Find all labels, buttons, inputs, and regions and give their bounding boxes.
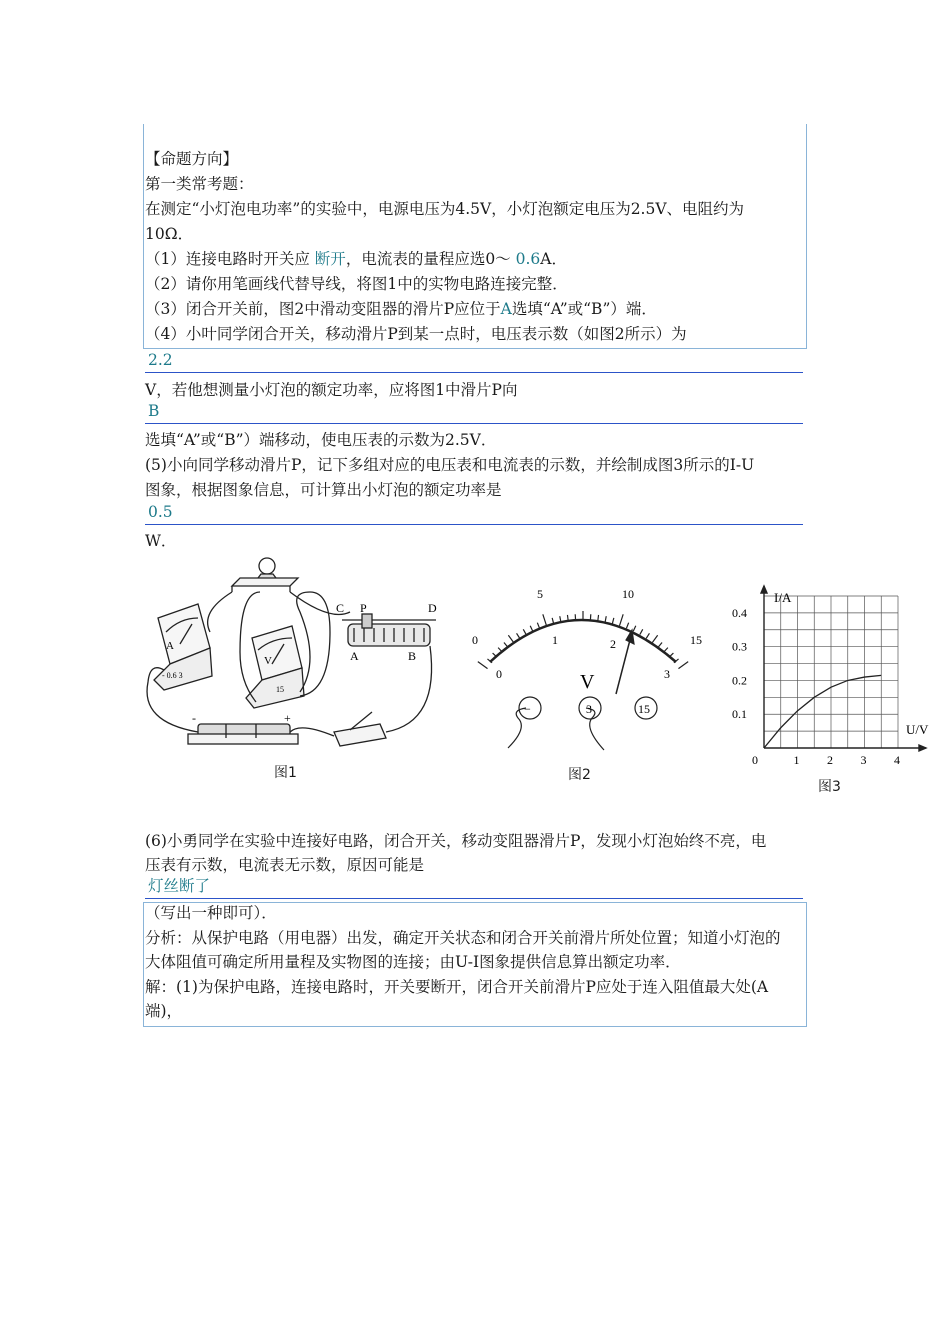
q3-text-post: 选填“A”或“B”）端． xyxy=(511,300,657,318)
q3-answer: A xyxy=(500,300,512,318)
analysis-line-3: 解：(1)为保护电路，连接电路时，开关要断开，闭合开关前滑片P应处于连入阻值最大处(A xyxy=(145,978,769,996)
question-5-line-2: 图象，根据图象信息，可计算出小灯泡的额定功率是 xyxy=(145,481,502,499)
type-label: 第一类常考题： xyxy=(145,175,254,193)
outer-scale-5: 5 xyxy=(537,587,543,601)
analysis-line-1: 分析：从保护电路（用电器）出发，确定开关状态和闭合开关前滑片所处位置；知道小灯泡的 xyxy=(145,929,781,947)
question-2: （2）请你用笔画线代替导线，将图1中的实物电路连接完整． xyxy=(145,275,568,293)
answer-underline-3 xyxy=(145,524,803,525)
chart-x-label: U/V xyxy=(906,722,929,737)
chart-x-tick: 2 xyxy=(827,753,833,767)
dial-tick xyxy=(658,642,662,647)
question-1 xyxy=(145,249,567,269)
analysis-line-2: 大体阻值可确定所用量程及实物图的连接；由U-I图象提供信息算出额定功率． xyxy=(145,953,681,971)
inner-scale-3: 3 xyxy=(664,667,670,681)
meter-symbol: V xyxy=(580,671,595,693)
outer-scale-10: 10 xyxy=(622,587,634,601)
question-6-line-2: 压表有示数，电流表无示数，原因可能是 xyxy=(145,856,425,874)
dial-tick xyxy=(478,662,488,669)
rheostat-label-d: D xyxy=(428,601,437,615)
problem-intro-1: 在测定“小灯泡电功率”的实验中，电源电压为4.5V，小灯泡额定电压为2.5V、电阻约为 xyxy=(145,200,745,218)
figure-1-caption: 图1 xyxy=(274,765,297,781)
chart-x-tick: 0 xyxy=(752,753,758,767)
dial-tick xyxy=(508,635,513,642)
rheostat-label-p: P xyxy=(360,601,367,615)
figure-3-chart xyxy=(730,582,940,772)
question-4: （4）小叶同学闭合开关，移动滑片P到某一点时，电压表示数（如图2所示）为 xyxy=(145,325,687,343)
dial-tick xyxy=(567,615,568,621)
battery-plus: + xyxy=(284,711,291,725)
q6-answer: 灯丝断了 xyxy=(148,877,211,895)
q1-text-pre: （1）连接电路时开关应 xyxy=(145,250,315,268)
figure-2-meter xyxy=(468,578,718,758)
dial-tick xyxy=(652,635,657,642)
chart-x-tick: 4 xyxy=(894,753,900,767)
chart-x-arrow xyxy=(919,745,926,751)
inner-scale-0: 0 xyxy=(496,667,502,681)
q1-answer-range: 0.6 xyxy=(515,250,541,268)
q3-text-pre: （3）闭合开关前，图2中滑动变阻器的滑片P应位于 xyxy=(145,300,501,318)
question-6-line-1: (6)小勇同学在实验中连接好电路，闭合开关，移动变阻器滑片P，发现小灯泡始终不亮，电 xyxy=(145,832,767,850)
ammeter-label: A xyxy=(166,640,174,652)
chart-y-tick: 0.4 xyxy=(732,605,747,620)
dial-tick xyxy=(530,626,533,631)
dial-tick xyxy=(543,614,547,625)
terminal-15: 15 xyxy=(638,702,650,716)
rheostat-label-a: A xyxy=(350,649,359,663)
dial-tick xyxy=(517,633,520,638)
dial-tick xyxy=(633,626,636,631)
dial-tick xyxy=(640,629,643,634)
voltmeter-label: V xyxy=(264,655,272,667)
dial-tick xyxy=(612,618,613,624)
dial-tick xyxy=(605,616,606,622)
chart-y-arrow xyxy=(761,586,767,593)
rheostat-label-c: C xyxy=(336,601,345,615)
dial-tick xyxy=(646,633,649,638)
chart-y-label: I/A xyxy=(774,590,792,605)
rheostat-icon xyxy=(348,624,430,646)
ammeter-terminals: - 0.6 3 xyxy=(162,671,183,680)
terminal-minus: − xyxy=(524,702,531,716)
section-title: 【命题方向】 xyxy=(145,150,239,168)
q4-answer-direction: B xyxy=(148,402,160,420)
chart-y-tick: 0.2 xyxy=(732,673,747,688)
chart-x-tick: 3 xyxy=(860,753,867,767)
q4-answer-voltage: 2.2 xyxy=(148,351,173,369)
dial-tick xyxy=(523,629,526,634)
bulb-icon xyxy=(259,558,275,574)
question-5-line-1: (5)小向同学移动滑片P，记下多组对应的电压表和电流表的示数，并绘制成图3所示的I-U xyxy=(145,456,755,474)
outer-scale-0: 0 xyxy=(472,633,478,647)
voltmeter-terminal: 15 xyxy=(276,685,284,694)
inner-scale-2: 2 xyxy=(610,637,616,651)
switch-icon xyxy=(334,724,386,746)
dial-tick xyxy=(598,615,599,621)
answer-underline-4 xyxy=(145,898,803,899)
figure-1-circuit xyxy=(140,552,450,752)
q6-text-post: （写出一种即可）． xyxy=(145,904,277,922)
q1-answer-switch: 断开 xyxy=(314,250,346,268)
answer-underline-1 xyxy=(145,372,803,373)
answer-underline-2 xyxy=(145,423,803,424)
terminal-3: 3 xyxy=(586,702,592,716)
q5-text-post: W． xyxy=(145,532,177,550)
chart-y-tick: 0.3 xyxy=(732,639,747,654)
outer-scale-15: 15 xyxy=(690,633,702,647)
figure-2-caption: 图2 xyxy=(568,767,591,783)
q4-text-post: 选填“A”或“B”）端移动，使电压表的示数为2.5V． xyxy=(145,431,497,449)
q5-answer: 0.5 xyxy=(148,503,173,521)
dial-tick xyxy=(537,623,539,629)
battery-minus: - xyxy=(192,711,196,725)
dial-tick xyxy=(498,648,502,652)
analysis-line-4: 端)， xyxy=(145,1002,183,1020)
dial-tick xyxy=(664,648,668,652)
rheostat-label-b: B xyxy=(408,649,417,663)
problem-intro-2: 10Ω． xyxy=(145,225,194,243)
chart-series-line xyxy=(764,675,881,748)
dial-tick xyxy=(504,642,508,647)
inner-scale-1: 1 xyxy=(552,633,558,647)
q1-text-mid: ，电流表的量程应选0～ xyxy=(345,250,516,268)
dial-tick xyxy=(626,623,628,629)
q1-text-post: A． xyxy=(540,250,567,268)
dial-tick xyxy=(678,662,688,669)
chart-x-tick: 1 xyxy=(793,753,800,767)
chart-y-tick: 0.1 xyxy=(732,707,747,722)
q4-text-mid: V，若他想测量小灯泡的额定功率，应将图1中滑片P向 xyxy=(145,381,518,399)
figure-3-caption: 图3 xyxy=(818,779,841,795)
dial-tick xyxy=(619,614,623,625)
meter-pointer xyxy=(616,636,631,694)
question-3 xyxy=(145,299,657,319)
